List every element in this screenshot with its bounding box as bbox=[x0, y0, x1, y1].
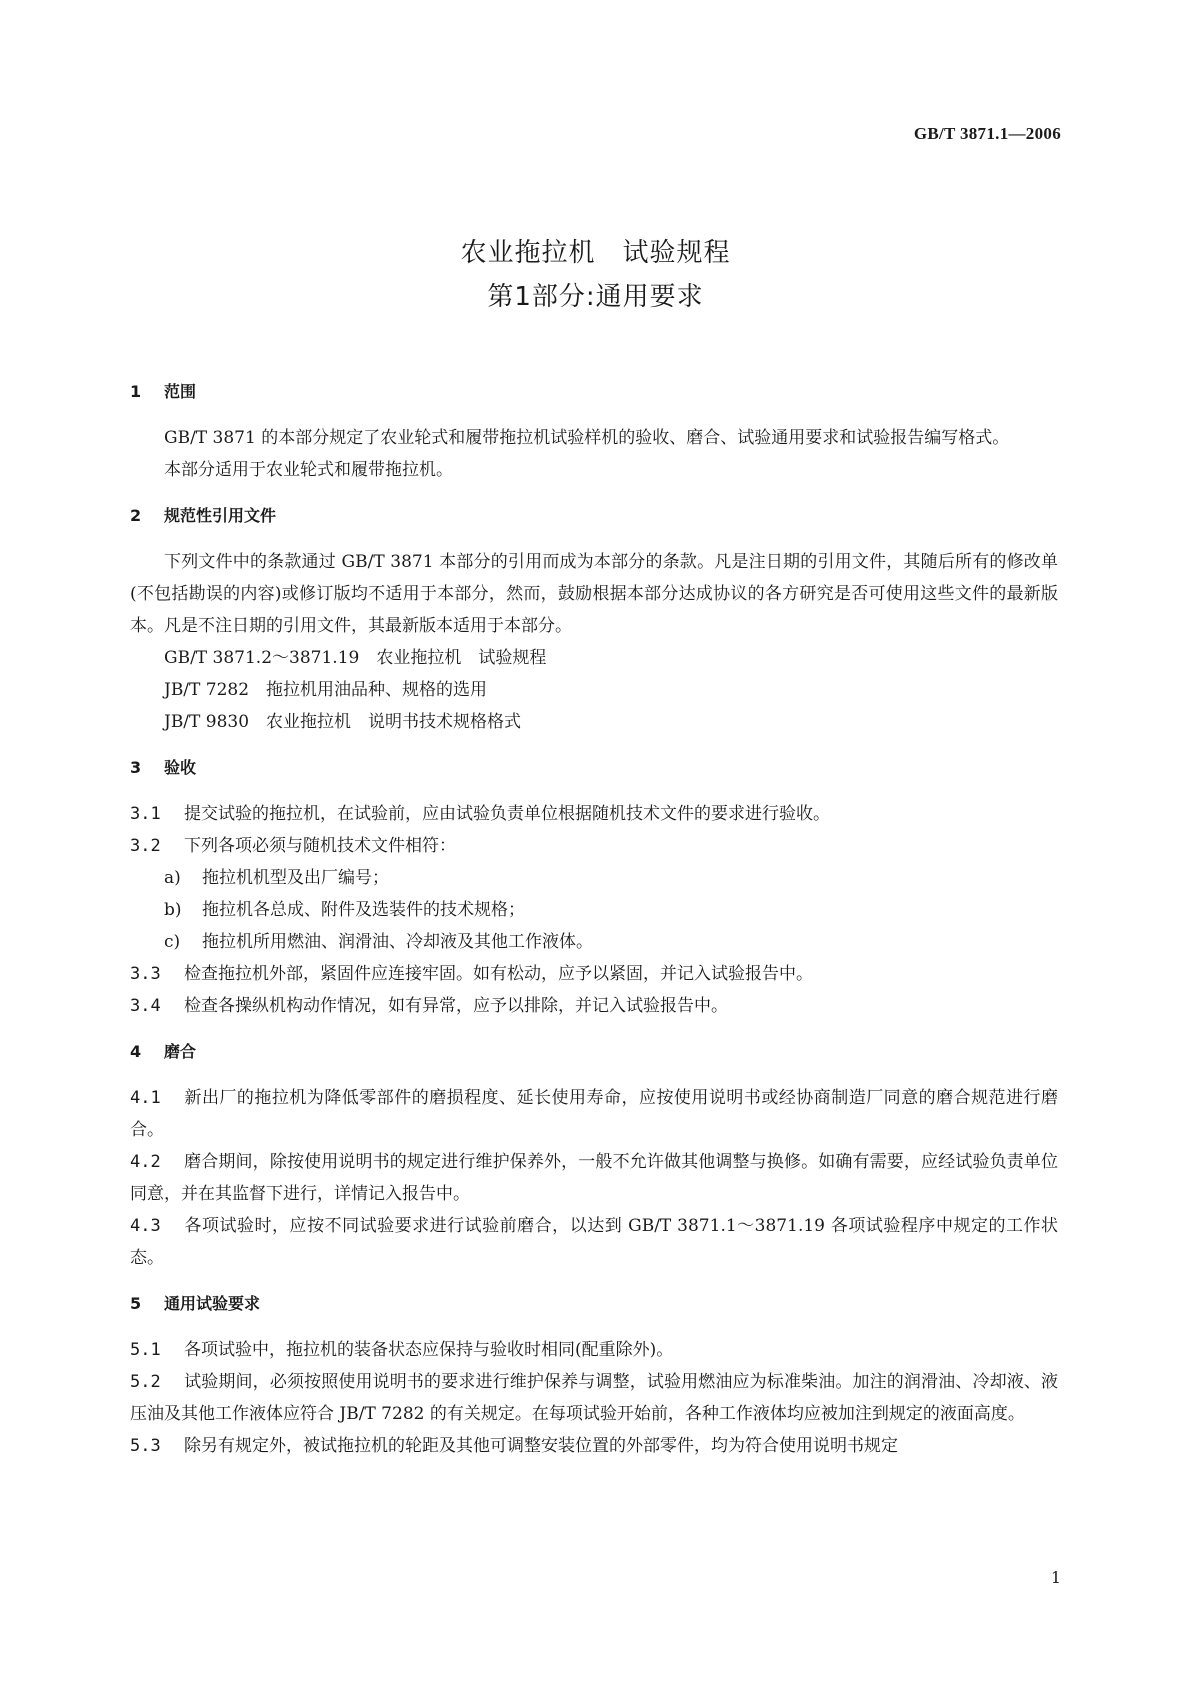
clause bbox=[130, 1210, 1058, 1274]
section-number: 3 bbox=[130, 758, 142, 777]
reference-item: GB/T 3871.2～3871.19 农业拖拉机 试验规程 bbox=[164, 648, 547, 668]
clause bbox=[130, 958, 1058, 990]
clause-text: 下列各项必须与随机技术文件相符： bbox=[184, 836, 456, 856]
section-heading bbox=[130, 752, 1058, 784]
list-item-text: 拖拉机各总成、附件及选装件的技术规格； bbox=[202, 900, 525, 920]
section-number: 4 bbox=[130, 1042, 142, 1061]
list-item bbox=[130, 894, 1058, 926]
clause-number: 4.2 bbox=[130, 1152, 161, 1172]
section-heading bbox=[130, 500, 1058, 532]
clause-number: 5.2 bbox=[130, 1372, 161, 1392]
list-item bbox=[130, 926, 1058, 958]
clause-number: 3.4 bbox=[130, 996, 161, 1016]
paragraph: GB/T 3871 的本部分规定了农业轮式和履带拖拉机试验样机的验收、磨合、试验通用要求和试验报告编写格式。 bbox=[164, 428, 1010, 448]
clause-text: 新出厂的拖拉机为降低零部件的磨损程度、延长使用寿命，应按使用说明书或经协商制造厂同意的磨合规范进行磨合。 bbox=[130, 1088, 1058, 1140]
clause-text: 试验期间，必须按照使用说明书的要求进行维护保养与调整，试验用燃油应为标准柴油。加注的润滑油、冷却液、液压油及其他工作液体应符合 JB/T 7282 的有关规定。在每项试验开始前，各种工作液体均应被加注到规定的液面高度。 bbox=[130, 1372, 1058, 1424]
list-item-marker: a) bbox=[164, 868, 181, 888]
document-subtitle: 第1部分:通用要求 bbox=[487, 282, 704, 312]
clause-number: 3.1 bbox=[130, 804, 161, 824]
clause-number: 3.2 bbox=[130, 836, 161, 856]
list-item-marker: c) bbox=[164, 932, 181, 952]
clause bbox=[130, 798, 1058, 830]
list-item-text: 拖拉机机型及出厂编号； bbox=[202, 868, 389, 888]
clause bbox=[130, 1334, 1058, 1366]
list-item-marker: b) bbox=[164, 900, 182, 920]
document-body bbox=[130, 376, 1058, 1462]
section-title: 验收 bbox=[164, 758, 197, 777]
clause-text: 磨合期间，除按使用说明书的规定进行维护保养外，一般不允许做其他调整与换修。如确有需要，应经试验负责单位同意，并在其监督下进行，详情记入报告中。 bbox=[130, 1152, 1058, 1204]
list-item bbox=[130, 862, 1058, 894]
clause-number: 4.3 bbox=[130, 1216, 161, 1236]
section-number: 5 bbox=[130, 1294, 142, 1313]
reference-item: JB/T 7282 拖拉机用油品种、规格的选用 bbox=[164, 680, 488, 700]
clause-text: 检查各操纵机构动作情况，如有异常，应予以排除，并记入试验报告中。 bbox=[184, 996, 728, 1016]
paragraph: 本部分适用于农业轮式和履带拖拉机。 bbox=[164, 460, 453, 480]
section-title: 磨合 bbox=[164, 1042, 197, 1061]
section-heading bbox=[130, 376, 1058, 408]
paragraph: 下列文件中的条款通过 GB/T 3871 本部分的引用而成为本部分的条款。凡是注日期的引用文件，其随后所有的修改单(不包括勘误的内容)或修订版均不适用于本部分，然而，鼓励根据本部分达成协议的各方研究是否可使用这些文件的最新版本。凡是不注日期的引用文件，其最新版本适用于本部分。 bbox=[130, 552, 1058, 636]
clause bbox=[130, 830, 1058, 862]
page-number: 1 bbox=[1050, 1568, 1061, 1587]
section-heading bbox=[130, 1036, 1058, 1068]
clause-number: 4.1 bbox=[130, 1088, 161, 1108]
clause bbox=[130, 1146, 1058, 1210]
section-number: 1 bbox=[130, 382, 142, 401]
clause-number: 5.1 bbox=[130, 1340, 161, 1360]
clause bbox=[130, 1366, 1058, 1430]
document-title: 农业拖拉机 试验规程 bbox=[460, 238, 731, 268]
section-title: 规范性引用文件 bbox=[164, 506, 277, 525]
clause-text: 除另有规定外，被试拖拉机的轮距及其他可调整安装位置的外部零件，均为符合使用说明书规定 bbox=[184, 1436, 898, 1456]
clause bbox=[130, 1082, 1058, 1146]
clause-text: 检查拖拉机外部，紧固件应连接牢固。如有松动，应予以紧固，并记入试验报告中。 bbox=[184, 964, 813, 984]
section-heading bbox=[130, 1288, 1058, 1320]
list-item-text: 拖拉机所用燃油、润滑油、冷却液及其他工作液体。 bbox=[202, 932, 593, 952]
clause-text: 各项试验时，应按不同试验要求进行试验前磨合，以达到 GB/T 3871.1～3871.19 各项试验程序中规定的工作状态。 bbox=[130, 1216, 1058, 1268]
clause-number: 5.3 bbox=[130, 1436, 161, 1456]
clause-text: 提交试验的拖拉机，在试验前，应由试验负责单位根据随机技术文件的要求进行验收。 bbox=[184, 804, 830, 824]
standard-code: GB/T 3871.1—2006 bbox=[913, 124, 1061, 143]
reference-item: JB/T 9830 农业拖拉机 说明书技术规格格式 bbox=[164, 712, 522, 732]
section-number: 2 bbox=[130, 506, 142, 525]
clause-number: 3.3 bbox=[130, 964, 161, 984]
section-title: 通用试验要求 bbox=[164, 1294, 261, 1313]
clause bbox=[130, 990, 1058, 1022]
section-title: 范围 bbox=[164, 382, 197, 401]
clause bbox=[130, 1430, 1058, 1462]
clause-text: 各项试验中，拖拉机的装备状态应保持与验收时相同(配重除外)。 bbox=[184, 1340, 674, 1360]
